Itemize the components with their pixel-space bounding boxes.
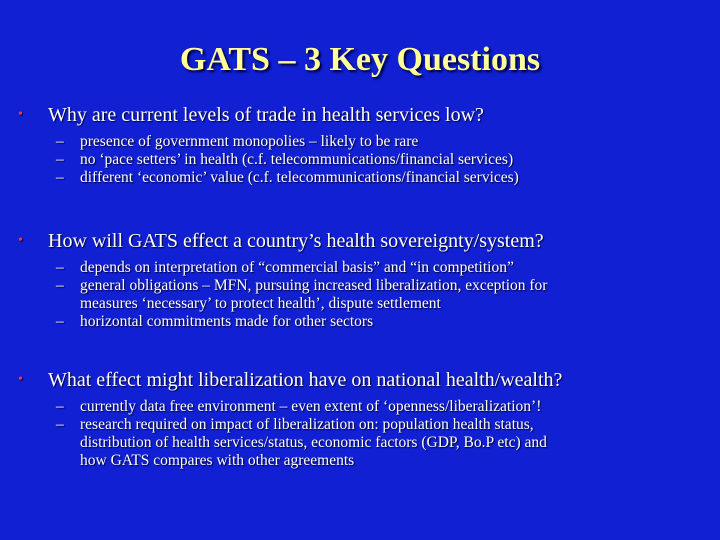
slide-title: GATS – 3 Key Questions [179, 41, 541, 78]
sub-bullet-list [18, 259, 708, 331]
dash-icon: – [56, 313, 64, 330]
sub-bullet [18, 277, 708, 313]
bullet-question-1 [18, 103, 708, 187]
sub-bullet-line: distribution of health services/status, economic factors (GDP, Bo.P etc) and [80, 434, 547, 451]
sub-bullet-line: horizontal commitments made for other sectors [80, 313, 374, 330]
sub-bullet [18, 416, 708, 470]
bullet-main-text [18, 103, 708, 127]
sub-bullet-line: research required on impact of liberalization on: population health status, [80, 416, 534, 433]
sub-bullet-list [18, 133, 708, 187]
bullet-text: What effect might liberalization have on national health/wealth? [48, 369, 563, 391]
dash-icon: – [56, 416, 64, 433]
sub-bullet-list [18, 398, 708, 470]
dash-icon: – [56, 259, 64, 276]
sub-bullet-line: measures ‘necessary’ to protect health’, dispute settlement [80, 295, 441, 312]
bullet-dot-icon: • [18, 372, 23, 387]
sub-bullet [18, 133, 708, 151]
bullet-question-2 [18, 229, 708, 331]
dash-icon: – [56, 151, 64, 168]
bullet-main-text [18, 368, 708, 392]
sub-bullet-line: presence of government monopolies – likely to be rare [80, 133, 419, 150]
sub-bullet-line: no ‘pace setters’ in health (c.f. telecommunications/financial services) [80, 151, 514, 168]
sub-bullet-line: different ‘economic’ value (c.f. telecommunications/financial services) [80, 169, 519, 186]
sub-bullet [18, 398, 708, 416]
sub-bullet-line: how GATS compares with other agreements [80, 452, 355, 469]
bullet-question-3 [18, 368, 708, 470]
sub-bullet-line: general obligations – MFN, pursuing increased liberalization, exception for [80, 277, 548, 294]
dash-icon: – [56, 398, 64, 415]
bullet-text: Why are current levels of trade in health services low? [48, 104, 484, 126]
sub-bullet-line: currently data free environment – even extent of ‘openness/liberalization’! [80, 398, 542, 415]
dash-icon: – [56, 169, 64, 186]
bullet-main-text [18, 229, 708, 253]
bullet-text: How will GATS effect a country’s health sovereignty/system? [48, 230, 544, 252]
sub-bullet [18, 313, 708, 331]
sub-bullet [18, 259, 708, 277]
dash-icon: – [56, 133, 64, 150]
bullet-dot-icon: • [18, 233, 23, 248]
sub-bullet [18, 151, 708, 169]
dash-icon: – [56, 277, 64, 294]
sub-bullet-line: depends on interpretation of “commercial basis” and “in competition” [80, 259, 514, 276]
bullet-dot-icon: • [18, 107, 23, 122]
sub-bullet [18, 169, 708, 187]
